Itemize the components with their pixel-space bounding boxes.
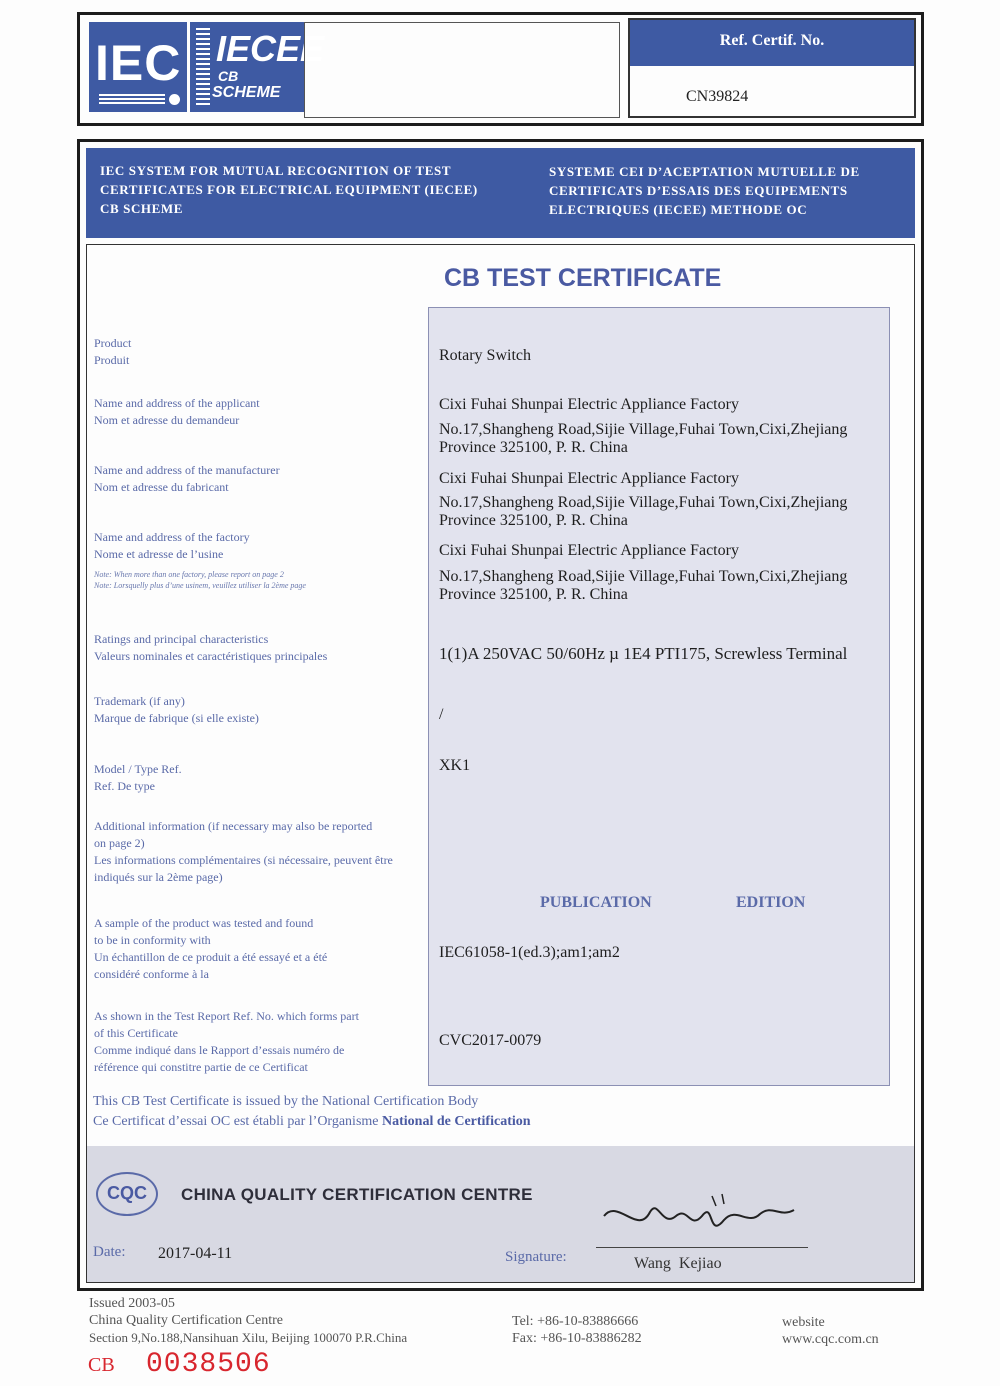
serial-prefix: CB: [88, 1354, 115, 1376]
model-value: XK1: [439, 757, 471, 774]
factory-note-fr: Note: Lorsquelly plus d’une usinem, veuillez utiliser la 2ème page: [94, 581, 306, 590]
signer-name: Wang Kejiao: [634, 1255, 722, 1272]
iecee-logo-text: IECEE: [216, 28, 325, 69]
report-value: CVC2017-0079: [439, 1032, 542, 1049]
issued-by-fr-bold: National de Certification: [382, 1114, 531, 1129]
signature-label: Signature:: [505, 1249, 567, 1265]
trademark-value: /: [439, 706, 444, 723]
ref-certif-header: [630, 20, 914, 66]
applicant-address-line2: Province 325100, P. R. China: [439, 439, 628, 456]
applicant-label: Name and address of the applicant Nom et adresse du demandeur: [94, 396, 260, 427]
footer-issued: Issued 2003-05: [89, 1296, 175, 1311]
iecee-logo-cb: CB: [218, 68, 239, 84]
footer-org: China Quality Certification Centre: [89, 1313, 284, 1328]
certificate-title: CB TEST CERTIFICATE: [444, 264, 722, 292]
ratings-label: Ratings and principal characteristics Valeurs nominales et caractéristiques principales: [94, 632, 328, 663]
cqc-logo-text: CQC: [107, 1183, 147, 1203]
banner-fr-line1: SYSTEME CEI D’ACEPTATION MUTUELLE DE: [549, 164, 860, 179]
issued-by-en: This CB Test Certificate is issued by the National Certification Body: [93, 1094, 479, 1109]
scheme-banner: [86, 148, 915, 238]
applicant-address-line1: No.17,Shangheng Road,Sijie Village,Fuhai Town,Cixi,Zhejiang: [439, 421, 848, 438]
date-label: Date:: [93, 1244, 126, 1260]
iec-logo-stripes: [99, 94, 165, 106]
banner-en: [100, 161, 478, 218]
footer-fax: Fax: +86-10-83886282: [512, 1331, 642, 1346]
header-blank-box: [304, 22, 620, 118]
iec-logo: [89, 22, 187, 112]
footer-address: Section 9,No.188,Nansihuan Xilu, Beijing 100070 P.R.China: [89, 1330, 408, 1345]
signature-stroke-2: [712, 1194, 724, 1206]
manufacturer-address-line1: No.17,Shangheng Road,Sijie Village,Fuhai Town,Cixi,Zhejiang: [439, 494, 848, 511]
footer-website: www.cqc.com.cn: [782, 1332, 879, 1347]
cqc-logo: [96, 1172, 158, 1216]
banner-fr-line3: ELECTRIQUES (IECEE) METHODE OC: [549, 202, 808, 217]
ref-certif-value: CN39824: [686, 88, 749, 105]
signature-line: [596, 1247, 808, 1248]
ratings-value: 1(1)A 250VAC 50/60Hz µ 1E4 PTI175, Screwless Terminal: [439, 644, 848, 663]
iec-logo-text: IEC: [95, 35, 182, 91]
iec-logo-dot: [169, 94, 180, 105]
factory-name: Cixi Fuhai Shunpai Electric Appliance Factory: [439, 542, 739, 559]
serial-number: 0038506: [146, 1349, 271, 1380]
footer-tel: Tel: +86-10-83886666: [512, 1314, 639, 1329]
banner-en-line3: CB SCHEME: [100, 201, 184, 216]
edition-heading: EDITION: [736, 894, 806, 911]
report-label: As shown in the Test Report Ref. No. which forms part of this Certificate Comme indiqué dans le Rapport d’essais numéro de référence qui constitre partie de ce Certificat: [94, 1009, 359, 1074]
product-label: Product Produit: [94, 336, 132, 367]
banner-fr: [549, 162, 860, 219]
factory-address-line2: Province 325100, P. R. China: [439, 586, 628, 603]
issued-by-fr: [93, 1114, 531, 1130]
banner-en-line1: IEC SYSTEM FOR MUTUAL RECOGNITION OF TEST: [100, 163, 452, 178]
banner-fr-line2: CERTIFICATS D’ESSAIS DES EQUIPEMENTS: [549, 183, 848, 198]
publication-value: IEC61058-1(ed.3);am1;am2: [439, 944, 620, 961]
applicant-name: Cixi Fuhai Shunpai Electric Appliance Factory: [439, 396, 739, 413]
sample-label: A sample of the product was tested and found to be in conformity with Un échantillon de ce produit a été essayé et a été considéré conforme à la: [94, 916, 328, 981]
iecee-logo-scheme: SCHEME: [212, 84, 281, 101]
iecee-logo: [190, 22, 325, 112]
ref-certif-label: Ref. Certif. No.: [719, 32, 825, 49]
publication-heading: PUBLICATION: [540, 894, 652, 911]
product-value: Rotary Switch: [439, 347, 531, 364]
cqc-name: CHINA QUALITY CERTIFICATION CENTRE: [181, 1185, 533, 1204]
issued-by-fr-text: Ce Certificat d’essai OC est établi par l’Organisme: [93, 1114, 379, 1129]
signature-mark: [598, 1186, 798, 1244]
manufacturer-label: Name and address of the manufacturer Nom et adresse du fabricant: [94, 463, 280, 494]
footer-website-label: website: [782, 1315, 825, 1330]
model-label: Model / Type Ref. Ref. De type: [94, 762, 182, 793]
factory-label: Name and address of the factory Nome et adresse de l’usine Note: When more than one factory, please report on page 2 Note: Lorsquelly plus d’une usinem, veuillez utiliser la 2ème page: [94, 529, 424, 591]
trademark-label: Trademark (if any) Marque de fabrique (si elle existe): [94, 694, 259, 725]
factory-note-en: Note: When more than one factory, please report on page 2: [94, 570, 284, 579]
signature-stroke: [604, 1208, 794, 1226]
manufacturer-address-line2: Province 325100, P. R. China: [439, 512, 628, 529]
manufacturer-name: Cixi Fuhai Shunpai Electric Appliance Factory: [439, 470, 739, 487]
iecee-logo-stripes: [196, 28, 210, 108]
date-value: 2017-04-11: [158, 1245, 233, 1262]
factory-address-line1: No.17,Shangheng Road,Sijie Village,Fuhai Town,Cixi,Zhejiang: [439, 568, 848, 585]
banner-en-line2: CERTIFICATES FOR ELECTRICAL EQUIPMENT (IECEE): [100, 182, 478, 197]
additional-info-label: Additional information (if necessary may also be reported on page 2) Les informations complémentaires (si nécessaire, peuvent être indiqués sur la 2ème page): [94, 819, 393, 884]
